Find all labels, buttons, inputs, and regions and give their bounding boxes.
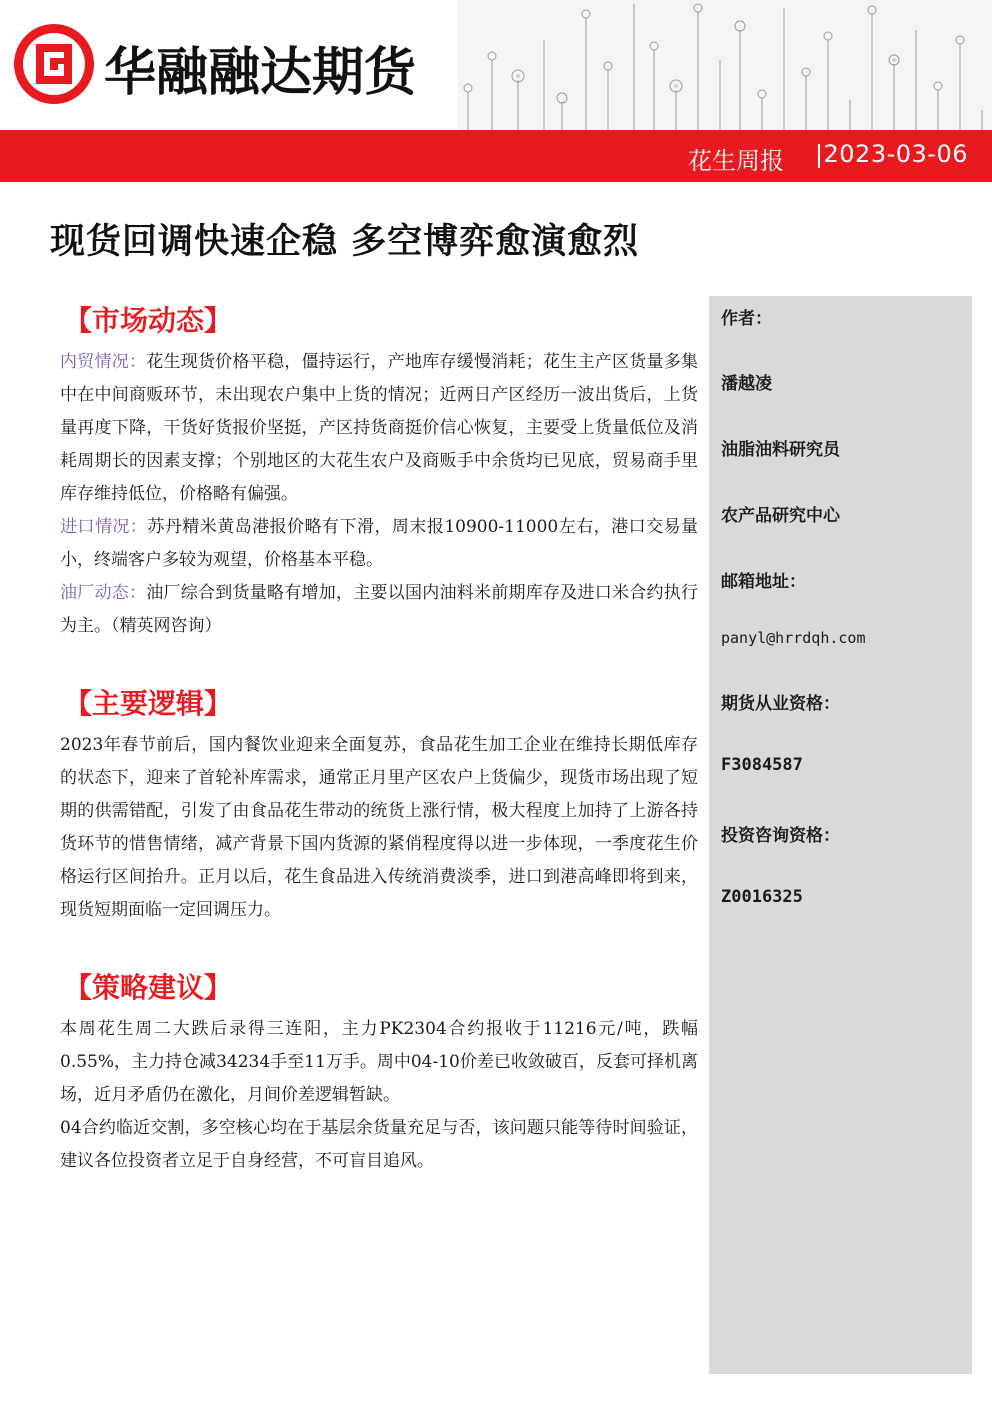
paragraph-text: 花生现货价格平稳，僵持运行，产地库存缓慢消耗；花生主产区货量多集中在中间商贩环节，未出现农户集中上货的情况；近两日产区经历一波出货后，上货量再度下降，干货好货报价坚挺，产区持货商挺价信心恢复，主要受上货量低位及消耗周期长的因素支撑；个别地区的大花生农户及商贩手中余货均已见底，贸易商手里库存维持低位，价格略有偏强。 — [60, 352, 698, 504]
logic-paragraph: 2023年春节前后，国内餐饮业迎来全面复苏，食品花生加工企业在维持长期低库存的状态下，迎来了首轮补库需求，通常正月里产区农户上货偏少，现货市场出现了短期的供需错配，引发了由食品花生带动的统货上涨行情，极大程度上加持了上游各持货环节的惜售情绪，减产背景下国内货源的紧俏程度得以进一步体现，一季度花生价格运行区间抬升。正月以后，花生食品进入传统消费淡季，进口到港高峰即将到来，现货短期面临一定回调压力。 — [60, 735, 698, 920]
paragraph-text: 油厂综合到货量略有增加，主要以国内油料米前期库存及进口米合约执行为主。（精英网咨询） — [60, 583, 698, 636]
investment-qualification-label: 投资咨询资格： — [721, 826, 840, 846]
report-title: 现货回调快速企稳 多空博弈愈演愈烈 — [50, 222, 640, 262]
paragraph-tag: 油厂动态： — [60, 583, 147, 603]
strategy-paragraph-2: 04合约临近交割，多空核心均在于基层余货量充足与否，该问题只能等待时间验证，建议各位投资者立足于自身经营，不可盲目追风。 — [60, 1118, 698, 1171]
header-decoration — [458, 0, 992, 130]
market-paragraph-import — [60, 511, 698, 577]
paragraph-text: 苏丹精米黄岛港报价略有下滑，周末报10900-11000左右，港口交易量小，终端客户多较为观望，价格基本平稳。 — [60, 517, 699, 570]
report-bar — [0, 130, 992, 182]
market-paragraph-oil-mill — [60, 577, 698, 643]
company-name: 华融融达期货 — [104, 43, 417, 103]
section-heading-logic: 【主要逻辑】 — [64, 687, 233, 720]
section-heading-strategy: 【策略建议】 — [64, 971, 233, 1004]
bar-divider — [818, 144, 820, 168]
section-heading-market: 【市场动态】 — [64, 304, 233, 337]
author-sidebar — [709, 296, 972, 1374]
email-label: 邮箱地址： — [721, 572, 806, 592]
investment-qualification-number: Z0016325 — [721, 887, 803, 907]
strategy-paragraph-1: 本周花生周二大跌后录得三连阳，主力PK2304合约报收于11216元/吨，跌幅0.55%，主力持仓减34234手至11万手。周中04-10价差已收敛破百，反套可择机离场，近月矛盾仍在激化，月间价差逻辑暂缺。 — [60, 1019, 698, 1105]
paragraph-tag: 进口情况： — [60, 517, 148, 537]
report-type: 花生周报 — [688, 147, 784, 175]
author-department: 农产品研究中心 — [721, 506, 840, 526]
author-label: 作者： — [721, 309, 772, 329]
market-paragraph-domestic — [60, 346, 698, 511]
report-date: 2023-03-06 — [823, 140, 968, 168]
company-logo-icon — [12, 22, 96, 106]
futures-qualification-label: 期货从业资格： — [721, 694, 840, 714]
author-name: 潘越凌 — [721, 374, 772, 394]
main-content — [60, 296, 698, 1178]
futures-qualification-number: F3084587 — [721, 755, 803, 775]
author-position: 油脂油料研究员 — [721, 440, 840, 460]
email-address[interactable]: panyl@hrrdqh.com — [721, 629, 866, 647]
paragraph-tag: 内贸情况： — [60, 352, 147, 372]
